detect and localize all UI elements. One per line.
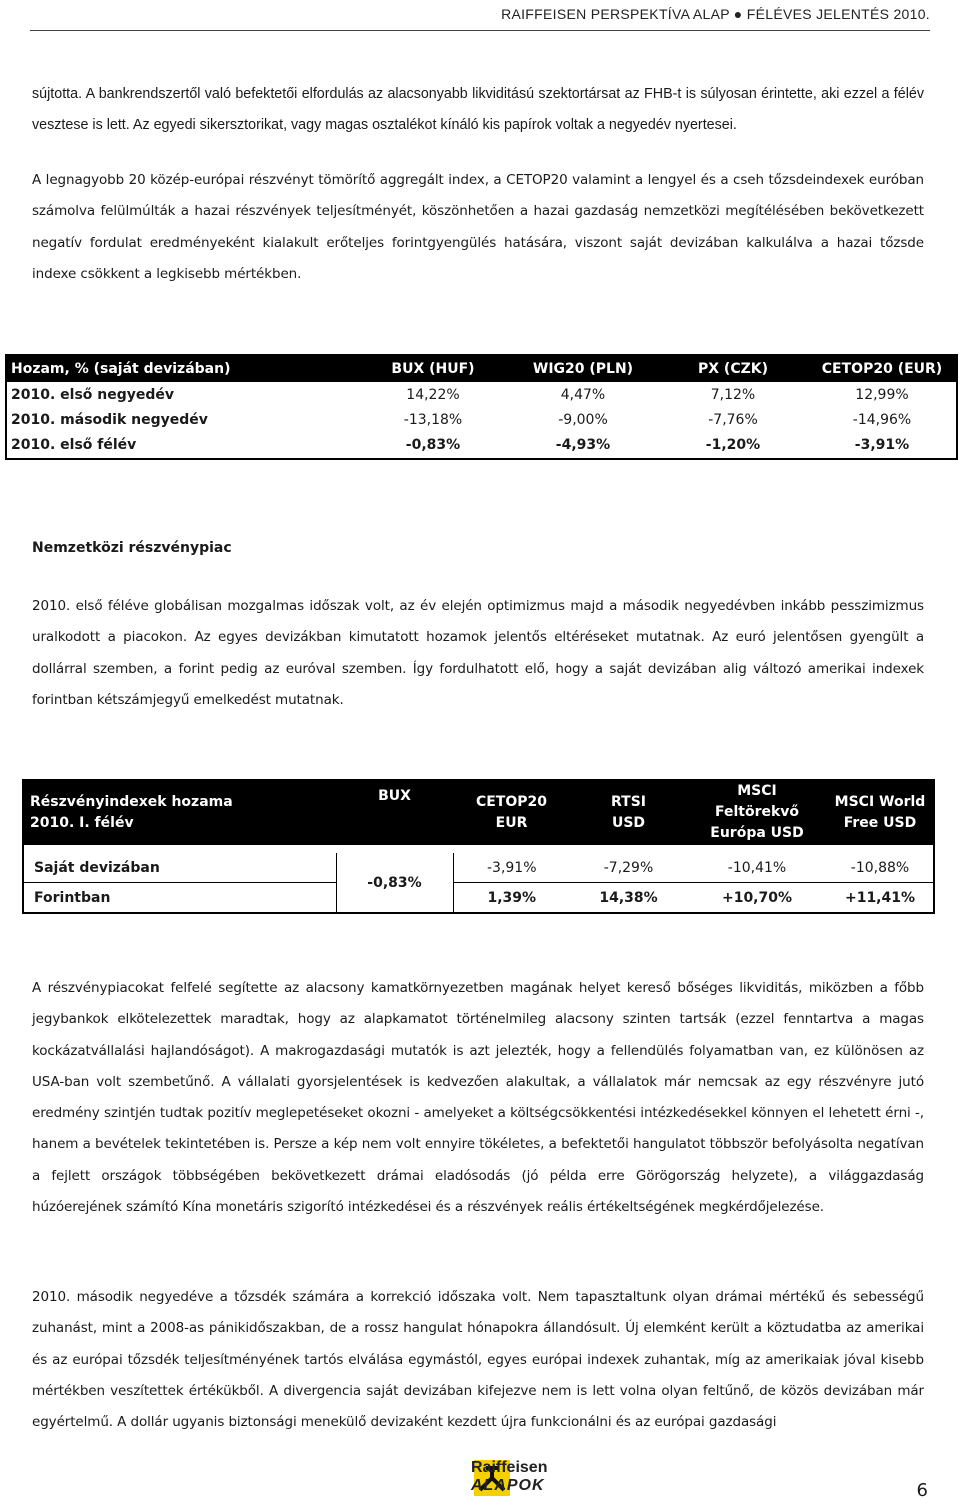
table-cell: +10,70% [721,889,793,906]
logo-text: ALAPOK [471,1477,545,1494]
table-header-row [23,780,934,845]
table-cell: -14,96% [852,412,912,429]
paragraph-cetop: A legnagyobb 20 közép-európai részvényt tömörítő aggregált index, a CETOP20 valamint a lengyel és a cseh tőzsdeindexek euróban számolva felülmúlták a hazai részvények teljesítményét, köszönhetően a hazai gazdaság nemzetközi megítélésében bekövetkezett negatív fordulat eredményeként kialakult erőteljes forintgyengülés hatására, viszont saját devizában kalkulálva a hazai tőzsde indexe csökkent a legkisebb mértékben. [32,172,924,282]
table-header-row [6,355,957,382]
row-label: Forintban [34,889,111,906]
table-cell: 14,22% [406,386,460,403]
table-cell: -0,83% [405,437,461,454]
table-cell: -7,76% [708,412,758,429]
paragraph-markets: A részvénypiacokat felfelé segítette az alacsony kamatkörnyezetben magának helyet kereső bőséges likviditás, miközben a főbb jegybankok elkötelezettek maradtak, hogy az alapkamatot történelmileg alacsony szinten tartsák (ezzel fenntartva a magas kockázatvállalási hajlandóságot). A makrogazdasági mutatók is azt jelezték, hogy a fellendülés folyamatban van, ez különösen az USA-ban volt szembetűnő. A vállalati gyorsjelentések is kedvezően alakultak, a vállalatok már nemcsak az egy részvényre jutó eredmény szintjén tudtak pozitív meglepetéseket okozni - amelyeket a költségcsökkentési intézkedésekkel könnyen el lehetett érni -, hanem a bevételek tekintetében is. Persze a kép nem volt ennyire tökéletes, a befektetői hangulatot többször befolyásolta negatívan a fejlett országok többségében bekövetkezett drámai eladósodás (jó példa erre Görögország helyzete), a világgazdaság húzóerejének számító Kína monetáris szigorító intézkedései és a részvények reális értékeltségének megkérdőjelezése. [32,980,924,1216]
row-label: Saját devizában [23,853,336,883]
header-line: CETOP20 [475,793,548,810]
header-rule [30,30,930,31]
returns-table-local [5,354,958,460]
table-cell: 12,99% [855,386,909,403]
row-label: 2010. második negyedév [11,412,208,429]
spacer-cell [336,845,453,854]
table-cell: -3,91% [854,437,910,454]
page-number: 6 [916,1480,928,1501]
spacer-cell [827,845,934,854]
spacer-row [23,845,934,854]
spacer-cell [570,845,687,854]
table-cell: -10,88% [827,853,934,883]
paragraph-correction: 2010. második negyedéve a tőzsdék számára a korrekció időszaka volt. Nem tapasztaltunk olyan drámai mértékű és sebességű zuhanást, mint a 2008-as pánikidőszakban, de a rossz hangulat hónapokra állandósult. Új elemként került a köztudatba az amerikai és az európai tőzsdék teljesítményének tartós elválása egymástól, egyes európai indexek zuhantak, míg az amerikaiak jóval kisebb mértékben veszítettek értékükből. A divergencia saját devizában kifejezve nem is lett volna olyan feltűnő, de közös devizában már egyértelmű. A dollár ugyanis biztonsági menekülő devizaként kezdett újra funkcionálni és az európai gazdasági [32,1289,924,1431]
table-row [6,382,957,407]
header-line: RTSI [611,793,646,810]
table-cell: -4,93% [555,437,611,454]
returns-table-indices [22,779,935,914]
table-header-cell [827,780,934,845]
spacer-cell [23,845,336,854]
table-header-cell: PX (CZK) [658,355,808,382]
header-line: MSCI World [834,793,926,810]
table-cell: 4,47% [560,386,606,403]
table-cell: 7,12% [710,386,756,403]
header-line: MSCI Feltörekvő [714,783,800,820]
row-label: 2010. első félév [11,437,137,454]
table-header-cell [570,780,687,845]
bux-value-cell: -0,83% [336,853,453,913]
table-header-cell [453,780,570,845]
row-label: 2010. első negyedév [11,386,175,403]
header-line: USD [611,814,646,831]
table-cell: -13,18% [403,412,463,429]
table-header-cell [23,780,336,845]
paragraph-global: 2010. első féléve globálisan mozgalmas időszak volt, az év elején optimizmus majd a második negyedévben inkább pesszimizmus uralkodott a piacokon. Az egyes devizákban kimutatott hozamok jelentős eltéréseket mutatnak. Az euró jelentősen gyengült a dollárral szemben, a forint pedig az euróval szemben. Így fordulhatott elő, hogy a saját devizában alig változó amerikai indexek forintban kétszámjegyű emelkedést mutatnak. [32,598,924,708]
table-header-cell: Hozam, % (saját devizában) [6,355,358,382]
table-header-cell: BUX (HUF) [358,355,508,382]
spacer-cell [453,845,570,854]
table-cell: +11,41% [844,889,916,906]
header-line: Free USD [843,814,917,831]
header-line: EUR [495,814,528,831]
table-cell: -3,91% [453,853,570,883]
table-cell: -1,20% [705,437,761,454]
paragraph-intro: sújtotta. A bankrendszertől való befektetői elfordulás az alacsonyabb likviditású szektortársat az FHB-t is súlyosan érintette, aki ezzel a félév vesztese is lett. Az egyedi sikersztorikat, vagy magas osztalékot kínáló kis papírok voltak a negyedév nyertesei. [32,86,924,134]
table-row [23,883,934,914]
table-row [23,853,934,883]
report-header: RAIFFEISEN PERSPEKTÍVA ALAP ● FÉLÉVES JELENTÉS 2010. [501,6,930,22]
table-header-cell: CETOP20 (EUR) [808,355,957,382]
spacer-cell [687,845,827,854]
table-cell: -10,41% [687,853,827,883]
header-line: Részvényindexek hozama [30,793,233,810]
table-header-cell [687,780,827,845]
header-line: 2010. I. félév [30,814,134,831]
table-cell: 14,38% [599,889,658,906]
table-cell: 1,39% [487,889,537,906]
table-cell: -7,29% [570,853,687,883]
table-header-cell: BUX [336,780,453,845]
table-cell: -9,00% [558,412,608,429]
table-row [6,407,957,432]
section-heading: Nemzetközi részvénypiac [32,540,232,556]
header-line: Európa USD [710,825,804,841]
logo-text: Raiffeisen [471,1459,548,1476]
table-row [6,433,957,459]
table-header-cell: WIG20 (PLN) [508,355,658,382]
